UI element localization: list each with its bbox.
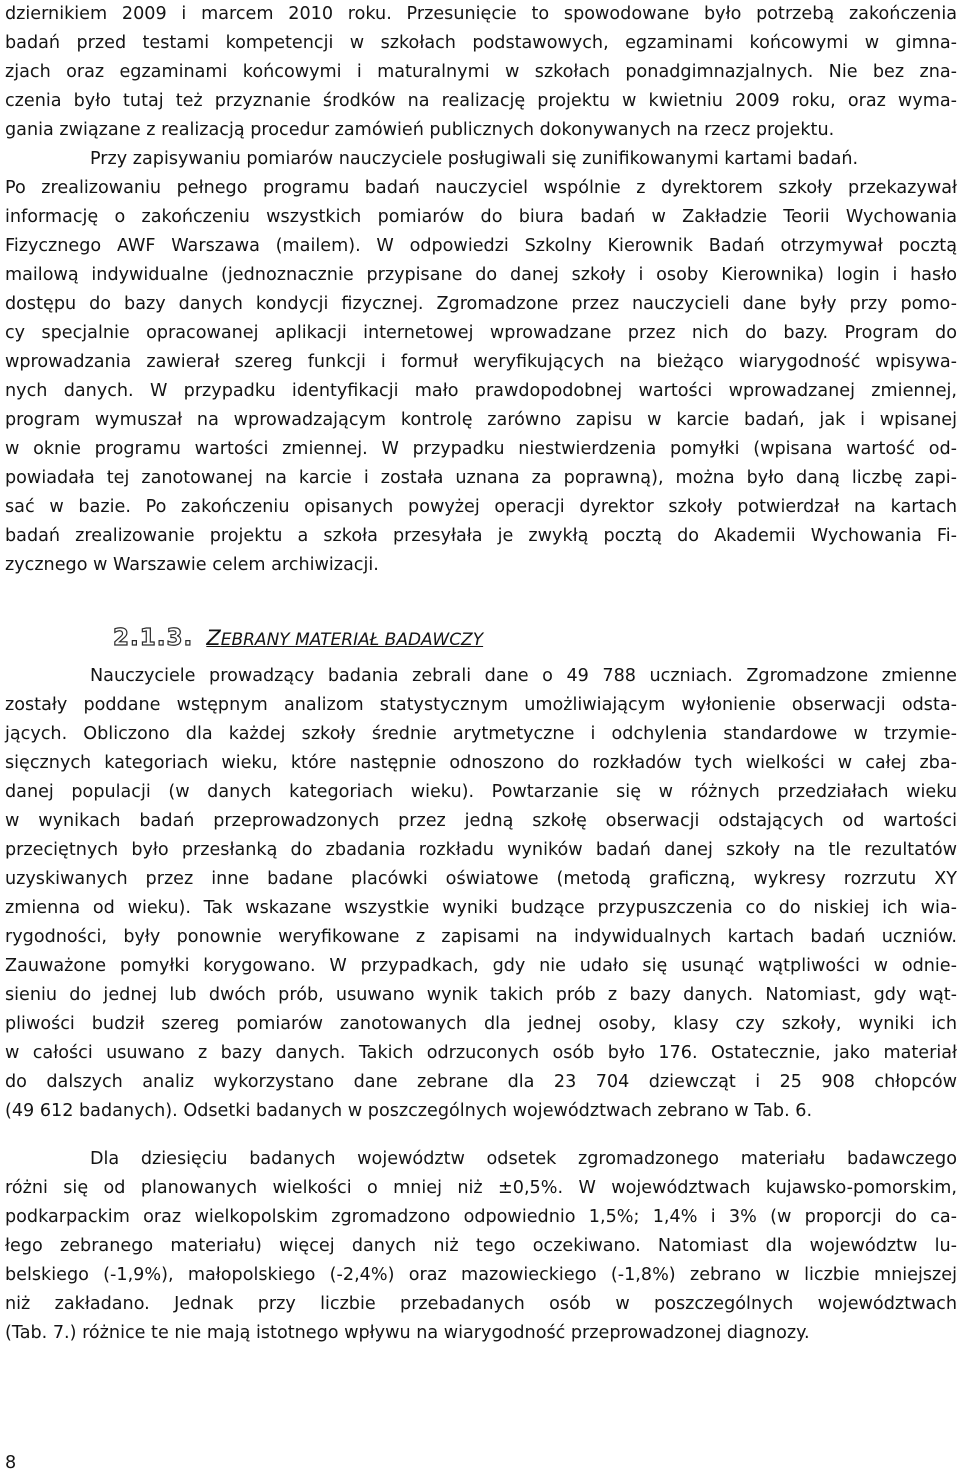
text-line: niż zakładano. Jednak przy liczbie przebadanych osób w poszczególnych województwach <box>5 1294 957 1314</box>
text-line: czenia było tutaj też przyznanie środków na realizację projektu w kwietniu 2009 roku, oraz wyma- <box>5 91 957 111</box>
text-line: różni się od planowanych wielkości o mniej niż ±0,5%. W województwach kujawsko-pomorskim, <box>5 1178 957 1198</box>
text-line: zjach oraz egzaminami końcowymi i maturalnymi w szkołach ponadgimnazjalnych. Nie bez zna- <box>5 62 957 82</box>
text-line: sieniu do jednej lub dwóch prób, usuwano wynik takich prób z bazy danych. Natomiast, gdy wąt- <box>5 985 957 1005</box>
page-number: 8 <box>5 1453 17 1473</box>
text-line: zycznego w Warszawie celem archiwizacji. <box>5 555 379 575</box>
section-title-rest: EBRANY MATERIAŁ BADAWCZY <box>220 630 484 650</box>
section-number: 2.1.3. <box>113 625 194 651</box>
text-line: badań przed testami kompetencji w szkołach podstawowych, egzaminami końcowymi w gimna- <box>5 33 957 53</box>
text-line: (Tab. 7.) różnice te nie mają istotnego wpływu na wiarygodność przeprowadzonej diagnozy. <box>5 1323 810 1343</box>
text-line: gania związane z realizacją procedur zamówień publicznych dokonywanych na rzecz projektu. <box>5 120 835 140</box>
text-line: Po zrealizowaniu pełnego programu badań nauczyciel wspólnie z dyrektorem szkoły przekazywał <box>5 178 957 198</box>
text-line: w oknie programu wartości zmiennej. W przypadku niestwierdzenia pomyłki (wpisana wartość od- <box>5 439 957 459</box>
section-title-initial: Z <box>206 626 221 650</box>
text-line: w wynikach badań przeprowadzonych przez jedną szkołę obserwacji odstających od wartości <box>5 811 957 831</box>
text-line: sięcznych kategoriach wieku, które następnie odnoszono do rozkładów tych wielkości w całej zba- <box>5 753 957 773</box>
text-line: belskiego (-1,9%), małopolskiego (-2,4%) oraz mazowieckiego (-1,8%) zebrano w liczbie mniejszej <box>5 1265 957 1285</box>
text-line: powiadała tej zanotowanej na karcie i została uznana za poprawną), można było daną liczbę zapi- <box>5 468 957 488</box>
text-line: nych danych. W przypadku identyfikacji mało prawdopodobnej wartości wprowadzanej zmiennej, <box>5 381 957 401</box>
text-line: (49 612 badanych). Odsetki badanych w poszczególnych województwach zebrano w Tab. 6. <box>5 1101 813 1121</box>
section-title <box>206 626 484 650</box>
text-line: cy specjalnie opracowanej aplikacji internetowej wprowadzane przez nich do bazy. Program do <box>5 323 957 343</box>
text-line: wprowadzania zawierał szereg funkcji i formuł weryfikujących na bieżąco wiarygodność wpisywa- <box>5 352 957 372</box>
text-line: podkarpackim oraz wielkopolskim zgromadzono odpowiednio 1,5%; 1,4% i 3% (w proporcji do ca- <box>5 1207 957 1227</box>
text-line: dostępu do bazy danych kondycji fizycznej. Zgromadzone przez nauczycieli dane były przy pomo- <box>5 294 957 314</box>
text-line: sać w bazie. Po zakończeniu opisanych powyżej operacji dyrektor szkoły potwierdzał na kartach <box>5 497 957 517</box>
text-line: zostały poddane wstępnym analizom statystycznym umożliwiającym wyłonienie obserwacji odsta- <box>5 695 957 715</box>
text-line: w całości usuwano z bazy danych. Takich odrzuconych osób było 176. Ostatecznie, jako materiał <box>5 1043 957 1063</box>
text-line: Zauważone pomyłki korygowano. W przypadkach, gdy nie udało się usunąć wątpliwości w odnie- <box>5 956 957 976</box>
section-heading <box>113 622 483 654</box>
text-line: Nauczyciele prowadzący badania zebrali dane o 49 788 uczniach. Zgromadzone zmienne <box>90 666 957 686</box>
text-line: Fizycznego AWF Warszawa (mailem). W odpowiedzi Szkolny Kierownik Badań otrzymywał pocztą <box>5 236 957 256</box>
text-line: łego zebranego materiału) więcej danych niż tego oczekiwano. Natomiast dla województw lu- <box>5 1236 957 1256</box>
text-line: pliwości budził szereg pomiarów zanotowanych dla jednej osoby, klasy czy szkoły, wyniki ich <box>5 1014 957 1034</box>
text-line: do dalszych analiz wykorzystano dane zebrane dla 23 704 dziewcząt i 25 908 chłopców <box>5 1072 957 1092</box>
text-line: przeciętnych było przesłanką do zbadania rozkładu wyników badań danej szkoły na tle rezultatów <box>5 840 957 860</box>
text-line: badań zrealizowanie projektu a szkoła przesyłała je zwykłą pocztą do Akademii Wychowania Fi- <box>5 526 957 546</box>
text-line: jących. Obliczono dla każdej szkoły średnie arytmetyczne i odchylenia standardowe w trzymie- <box>5 724 957 744</box>
text-line: Dla dziesięciu badanych województw odsetek zgromadzonego materiału badawczego <box>90 1149 957 1169</box>
text-line: rygodności, były ponownie weryfikowane z zapisami na indywidualnych kartach badań uczniów. <box>5 927 957 947</box>
text-line: program wymuszał na wprowadzającym kontrolę zarówno zapisu w karcie badań, jak i wpisanej <box>5 410 957 430</box>
text-line: mailową indywidualne (jednoznacznie przypisane do danej szkoły i osoby Kierownika) login i hasło <box>5 265 957 285</box>
text-line: Przy zapisywaniu pomiarów nauczyciele posługiwali się zunifikowanymi kartami badań. <box>90 149 859 169</box>
text-line: informację o zakończeniu wszystkich pomiarów do biura badań w Zakładzie Teorii Wychowania <box>5 207 957 227</box>
text-line: zmienna od wieku). Tak wskazane wszystkie wyniki budzące przypuszczenia co do niskiej ich wia- <box>5 898 957 918</box>
text-line: dziernikiem 2009 i marcem 2010 roku. Przesunięcie to spowodowane było potrzebą zakończenia <box>5 4 957 24</box>
text-line: uzyskiwanych przez inne badane placówki oświatowe (metodą graficzną, wykresy rozrzutu XY <box>5 869 957 889</box>
text-line: danej populacji (w danych kategoriach wieku). Powtarzanie się w różnych przedziałach wieku <box>5 782 957 802</box>
